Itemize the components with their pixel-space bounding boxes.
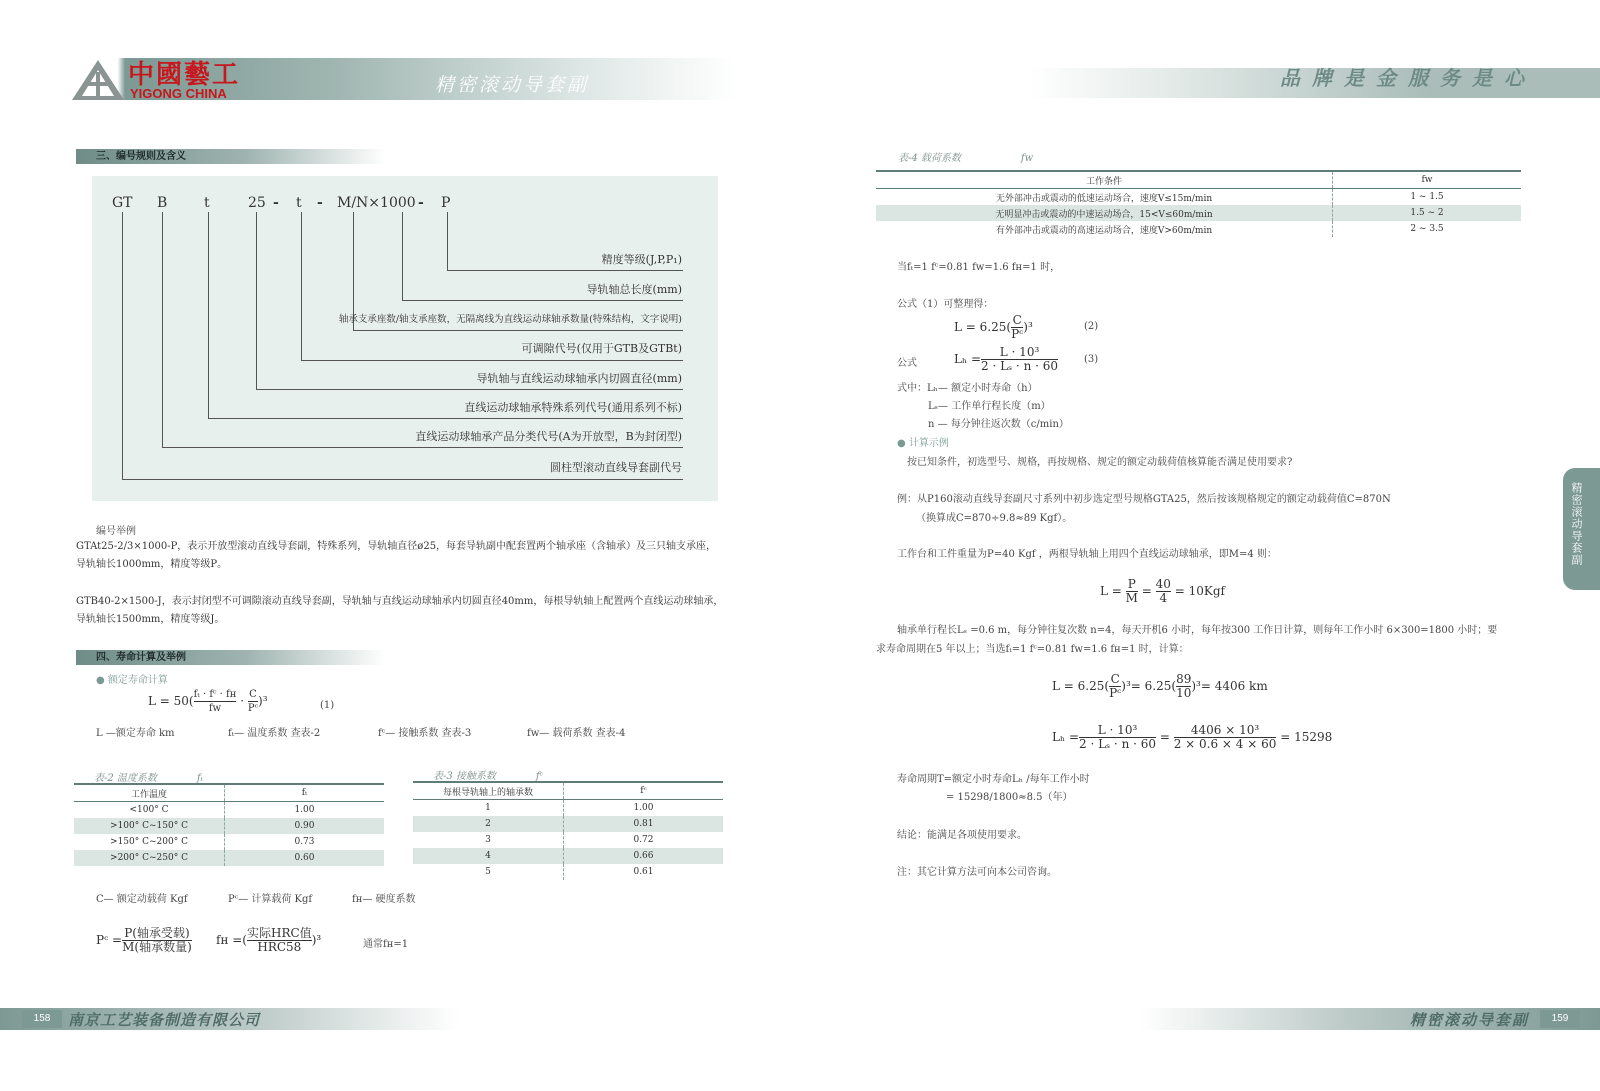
- leader-line: [256, 389, 683, 390]
- leader-line: [447, 270, 683, 271]
- formula-5-n2: 89: [1176, 672, 1192, 686]
- table2-cell: >150° C~200° C: [74, 834, 225, 850]
- example-step-1: 例：从P160滚动直线导套副尺寸系列中初步选定型号规格GTA25，然后按该规格规定的额定动载荷值C=870N: [897, 494, 1391, 505]
- leader-line: [122, 212, 123, 480]
- table3-cell: 2: [413, 816, 564, 832]
- formula-1-c-den: Pᶜ: [247, 703, 259, 714]
- code-label-diameter: 导轨轴与直线运动球轴承内切圆直径(mm): [476, 372, 682, 385]
- formula-fh-num: 实际HRC值: [247, 926, 312, 940]
- table4-header-cell: fᴡ: [1333, 171, 1522, 189]
- example-title: 编号举例: [96, 526, 136, 537]
- formula-1-c-num: C: [249, 689, 257, 700]
- bullet-life-calc: ● 额定寿命计算: [96, 675, 168, 686]
- table4-caption-text: 表-4 载荷系数: [898, 153, 961, 164]
- code-label-series: 直线运动球轴承特殊系列代号(通用系列不标): [464, 401, 682, 414]
- bullet-example: ● 计算示例: [897, 438, 949, 449]
- formula-4-lhs: L =: [1100, 584, 1122, 598]
- code-part-p: P: [441, 195, 451, 211]
- table4-cell: 有外部冲击或震动的高速运动场合，速度V>60m/min: [876, 221, 1333, 237]
- table3-caption-text: 表-3 接触系数: [433, 771, 496, 782]
- formula-1-tail: )³: [258, 694, 268, 708]
- footer-company: 南京工艺装备制造有限公司: [68, 1011, 261, 1029]
- formula-2-tail: )³: [1023, 320, 1033, 334]
- table2-caption-symbol: fₜ: [196, 773, 204, 784]
- example-step-3b: 求寿命周期在5 年以上；当选fₜ=1 fᶜ=0.81 fᴡ=1.6 fʜ=1 时，计算：: [876, 644, 1189, 655]
- formula-4-n2: 40: [1155, 577, 1171, 591]
- table2-cell: >100° C~150° C: [74, 818, 225, 834]
- table2-header-cell: 工作温度: [74, 784, 225, 802]
- formula-6-n1: L · 10³: [1079, 724, 1156, 738]
- table3-cell: 1.00: [633, 803, 654, 813]
- table4-cell: 1.5 ~ 2: [1333, 205, 1522, 221]
- footer-product: 精密滚动导套副: [1410, 1011, 1530, 1029]
- code-label-precision: 精度等级(J,P,P₁): [601, 253, 682, 266]
- formula-6-n2: 4406 × 10³: [1174, 724, 1277, 738]
- formula-6-d2: 2 × 0.6 × 4 × 60: [1173, 737, 1277, 751]
- table2-caption: [94, 769, 203, 784]
- formula-3-number: (3): [1084, 354, 1099, 365]
- table4-cell: 2 ~ 3.5: [1410, 224, 1444, 234]
- formula-5-lhs: L = 6.25(: [1052, 679, 1110, 693]
- logo-icon: [70, 58, 126, 102]
- formula-3-lhs: Lₕ =: [954, 352, 982, 366]
- formula-1-lhs: L = 50(: [148, 694, 194, 708]
- leader-line: [402, 300, 683, 301]
- code-label-type: 直线运动球轴承产品分类代号(A为开放型，B为封闭型): [415, 430, 682, 443]
- formula-fh: [216, 927, 321, 954]
- simplify-text: 公式（1）可整理得：: [897, 299, 994, 310]
- formula-6: Lₕ = $\frac{\text{L · 10³}}{\text{2 · Lₛ · n · 60}}$ = $\frac{\text{4406 × 10³}}{2 \times 0.6 \times 4 \times 60}$ = 15298: [1052, 723, 1333, 751]
- period-text-2: = 15298/1800≈8.5（年）: [946, 792, 1073, 803]
- table3-cell: 5: [413, 864, 564, 880]
- formula-6-result: = 15298: [1280, 730, 1333, 744]
- table3-cell: 0.61: [633, 867, 654, 877]
- legend-l: L —额定寿命 km: [96, 728, 175, 739]
- table2-cell: 0.60: [225, 850, 385, 866]
- code-part-gt: GT: [112, 195, 133, 211]
- bullet-example-label: 计算示例: [908, 438, 949, 449]
- code-part-diameter: 25: [248, 195, 266, 211]
- example-step-1b: （换算成C=870÷9.8≈89 Kgf）。: [916, 513, 1073, 524]
- formula-1-den: fᴡ: [208, 703, 222, 714]
- formula-5: [1052, 673, 1268, 700]
- table2-cell: 0.90: [225, 818, 385, 834]
- table3-header-cell: fᶜ: [564, 782, 724, 800]
- table3-cell: 0.72: [633, 835, 654, 845]
- formula-2: [954, 314, 1033, 341]
- where-ls: Lₛ— 工作单行程长度（m）: [928, 401, 1051, 412]
- question-text: 按已知条件，初选型号、规格，再按规格、规定的额定动载荷值核算能否满足使用要求?: [907, 457, 1293, 468]
- fh-note: 通常fʜ=1: [363, 939, 409, 950]
- leader-line: [162, 212, 163, 448]
- table4-cell: 无明显冲击或震动的中速运动场合，15<V≤60m/min: [876, 205, 1333, 221]
- legend-c: C— 额定动载荷 Kgf: [96, 894, 188, 905]
- leader-line: [208, 418, 683, 419]
- formula-2-number: (2): [1084, 321, 1099, 332]
- example-2: GTB40-2×1500-J，表示封闭型不可调隙滚动直线导套副，导轨轴与直线运动球轴承内切圆直径40mm，每根导轨轴上配置两个直线运动球轴承，导轨轴长1500mm，精度等级J。: [76, 596, 724, 625]
- formula-pc: [96, 927, 192, 954]
- formula-1-num: fₜ · fᶜ · fʜ: [193, 689, 237, 700]
- example-1: GTAt25-2/3×1000-P，表示开放型滚动直线导套副，特殊系列，导轨轴直径ø25，每套导轨副中配套置两个轴承座（含轴承）及三只轴支承座，导轨轴长1000mm，精度等级P。: [76, 541, 717, 570]
- table3-cell: 0.66: [564, 848, 724, 864]
- table3-caption: [433, 767, 543, 782]
- formula-3-den: 2 · Lₛ · n · 60: [981, 359, 1059, 373]
- code-diagram: [92, 176, 718, 501]
- formula-3-num: L · 10³: [981, 346, 1058, 360]
- table4-caption-symbol: fᴡ: [1020, 153, 1034, 164]
- bullet-life-calc-label: 额定寿命计算: [107, 675, 168, 686]
- leader-line: [301, 360, 683, 361]
- side-tab-label: 精密滚动导套副: [1570, 482, 1583, 566]
- note-text: 注：其它计算方法可向本公司咨询。: [897, 867, 1057, 878]
- formula-4-d2: 4: [1159, 591, 1168, 605]
- code-label-product: 圆柱型滚动直线导套副代号: [550, 461, 682, 474]
- table-temperature: [74, 783, 384, 866]
- formula-pc-num: P(轴承受载): [122, 927, 192, 941]
- formula-5-result: )³= 4406 km: [1191, 679, 1268, 693]
- formula-2-num: C: [1012, 313, 1022, 327]
- table3-caption-symbol: fᶜ: [535, 771, 544, 782]
- formula-1-number: (1): [320, 700, 335, 711]
- formula-5-d2: 10: [1176, 686, 1192, 700]
- formula-4-result: = 10Kgf: [1174, 584, 1225, 598]
- table2-cell: <100° C: [74, 802, 225, 819]
- table4-caption: [898, 149, 1033, 164]
- formula-2-den: Pᶜ: [1011, 327, 1024, 341]
- code-part-dash2: -: [317, 195, 323, 211]
- formula-6-d1: 2 · Lₛ · n · 60: [1079, 737, 1157, 751]
- table2-header-cell: fₜ: [225, 784, 385, 802]
- formula-6-lhs: Lₕ =: [1052, 730, 1080, 744]
- table4-cell: 无外部冲击或震动的低速运动场合，速度V≤15m/min: [876, 189, 1333, 206]
- legend-pc: Pᶜ— 计算载荷 Kgf: [228, 894, 313, 905]
- formula-4-n1: P: [1126, 578, 1138, 592]
- conclusion-text: 结论：能满足各项使用要求。: [897, 830, 1027, 841]
- logo-text-en: YIGONG CHINA: [130, 86, 227, 101]
- where-n: n — 每分钟往返次数（c/min）: [928, 419, 1069, 430]
- code-label-adjustable: 可调隙代号(仅用于GTB及GTBt): [521, 342, 682, 355]
- formula-5-mid: )³= 6.25(: [1121, 679, 1177, 693]
- table2-cell: 0.73: [294, 837, 315, 847]
- table2-caption-text: 表-2 温度系数: [94, 773, 157, 784]
- formula-fh-lhs: fʜ =(: [216, 933, 247, 947]
- table3-cell: 1: [413, 800, 564, 817]
- legend-ft: fₜ— 温度系数 查表-2: [228, 728, 321, 739]
- formula-fh-den: HRC58: [257, 940, 302, 954]
- code-part-dash1: -: [273, 195, 279, 211]
- leader-line: [256, 212, 257, 390]
- formula-5-n1: C: [1110, 672, 1120, 686]
- table3-header-cell: 每根导轨轴上的轴承数: [413, 782, 564, 800]
- section3-title: 三、编号规则及含义: [76, 149, 386, 164]
- period-text-1: 寿命周期T=额定小时寿命Lₕ /每年工作小时: [897, 774, 1090, 785]
- table3-cell: 3: [413, 832, 564, 848]
- formula-2-lhs: L = 6.25(: [954, 320, 1012, 334]
- leader-line: [162, 447, 683, 448]
- leader-line: [301, 212, 302, 361]
- legend-fw: fᴡ— 载荷系数 查表-4: [527, 728, 626, 739]
- table2-cell: >200° C~250° C: [74, 850, 225, 866]
- code-part-t: t: [204, 195, 210, 211]
- header-slogan: 品牌是金服务是心: [1280, 66, 1536, 90]
- formula-1: L = 50( $\frac{\text{fₜ · fᶜ · fʜ}}{\text{fᴡ}}$ · $\frac{C}{\text{Pᶜ}}$ )³: [148, 689, 268, 714]
- formula-4-d1: M: [1125, 591, 1138, 605]
- table3-cell: 4: [413, 848, 564, 864]
- table3-cell: 0.81: [564, 816, 724, 832]
- code-part-b: B: [157, 195, 168, 211]
- formula-fh-tail: )³: [311, 933, 322, 947]
- leader-line: [447, 212, 448, 271]
- table-load: [876, 170, 1521, 237]
- table4-header-cell: 工作条件: [876, 171, 1333, 189]
- formula-4: L = $\frac{P}{M}$ = $\frac{40}{4}$ = 10Kgf: [1100, 577, 1225, 605]
- section4-title: 四、寿命计算及举例: [76, 650, 386, 665]
- page-number-left: 158: [22, 1010, 62, 1028]
- code-label-bearing-count: 轴承支承座数/轴支承座数，无隔离线为直线运动球轴承数量(特殊结构，文字说明): [338, 314, 682, 325]
- example-step-3a: 轴承单行程长Lₛ =0.6 m，每分钟往复次数 n=4，每天开机6 小时，每年按300 工作日计算，则每年工作小时 6×300=1800 小时；要: [897, 625, 1498, 636]
- where-lh: 式中：Lₕ— 额定小时寿命（h）: [897, 383, 1038, 394]
- page-number-right: 159: [1540, 1010, 1580, 1028]
- code-part-mn: M/N×1000: [337, 195, 416, 211]
- leader-line: [208, 212, 209, 419]
- table2-cell: 1.00: [294, 805, 315, 815]
- code-label-length: 导轨轴总长度(mm): [586, 283, 682, 296]
- example-step-2: 工作台和工件重量为P=40 Kgf ，两根导轨轴上用四个直线运动球轴承，即M=4 则：: [897, 549, 1277, 560]
- logo-text-cn: 中國藝工: [128, 60, 241, 90]
- table4-cell: 1 ~ 1.5: [1410, 192, 1444, 202]
- footer-bar-right: [1140, 1008, 1600, 1030]
- formula-pc-den: M(轴承数量): [122, 940, 192, 954]
- code-part-dash3: -: [418, 195, 424, 211]
- leader-line: [402, 212, 403, 301]
- leader-line: [353, 330, 683, 331]
- legend-fc: fᶜ— 接触系数 查表-3: [378, 728, 472, 739]
- code-part-t2: t: [296, 195, 302, 211]
- header-title: 精密滚动导套副: [435, 74, 590, 96]
- legend-fh: fʜ— 硬度系数: [352, 894, 416, 905]
- leader-line: [122, 479, 683, 480]
- formula-5-d1: Pᶜ: [1109, 686, 1122, 700]
- formula-3: [954, 346, 1058, 373]
- formula-3-label: 公式: [897, 358, 917, 369]
- table-contact: [413, 781, 723, 880]
- formula-pc-lhs: Pᶜ =: [96, 933, 123, 947]
- condition-text: 当fₜ=1 fᶜ=0.81 fᴡ=1.6 fʜ=1 时，: [897, 262, 1061, 273]
